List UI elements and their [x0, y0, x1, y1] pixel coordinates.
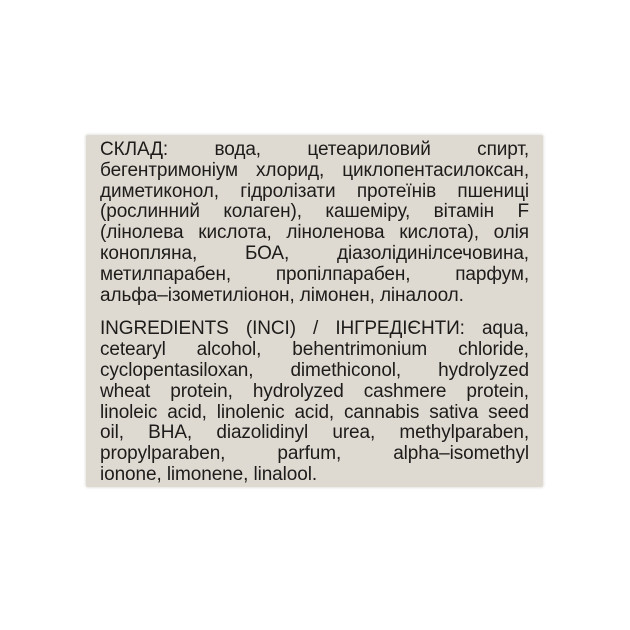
label-text-line: cetearyl alcohol, behentrimonium chloride,	[100, 339, 529, 361]
composition-section-ukrainian	[100, 140, 529, 306]
label-text-line: linoleic acid, linolenic acid, cannabis sativa seed	[100, 401, 529, 423]
label-text-line: (лінолева кислота, ліноленова кислота), олія	[100, 222, 529, 244]
label-text-line: СКЛАД: вода, цетеариловий спирт,	[100, 139, 529, 160]
label-text-line: cyclopentasiloxan, dimethiconol, hydrolyzed	[100, 359, 529, 381]
label-text-line: ionone, limonene, linalool.	[100, 463, 318, 485]
label-text-line: метилпарабен, пропілпарабен, парфум,	[100, 263, 529, 285]
label-text-line: wheat protein, hydrolyzed cashmere protein,	[100, 380, 529, 402]
label-text-line: бегентримоніум хлорид, циклопентасилоксан,	[100, 159, 529, 181]
label-text-line: (рослинний колаген), кашеміру, вітамін F	[100, 201, 529, 223]
label-text-line: конопляна, БОА, діазолідинілсечовина,	[100, 242, 529, 264]
label-text-line: propylparaben, parfum, alpha–isomethyl	[100, 443, 529, 465]
label-text-line: альфа–ізометиліонон, лімонен, ліналоол.	[100, 284, 464, 306]
label-text-line: диметиконол, гідролізати протеїнів пшениці	[100, 180, 529, 202]
label-text-line: oil, BHA, diazolidinyl urea, methylparaben,	[100, 422, 529, 444]
ingredients-label	[86, 135, 543, 487]
label-text-line: INGREDIENTS (INCI) / ІНГРЕДІЄНТИ: aqua,	[100, 318, 529, 340]
ingredients-section-inci	[100, 319, 529, 485]
